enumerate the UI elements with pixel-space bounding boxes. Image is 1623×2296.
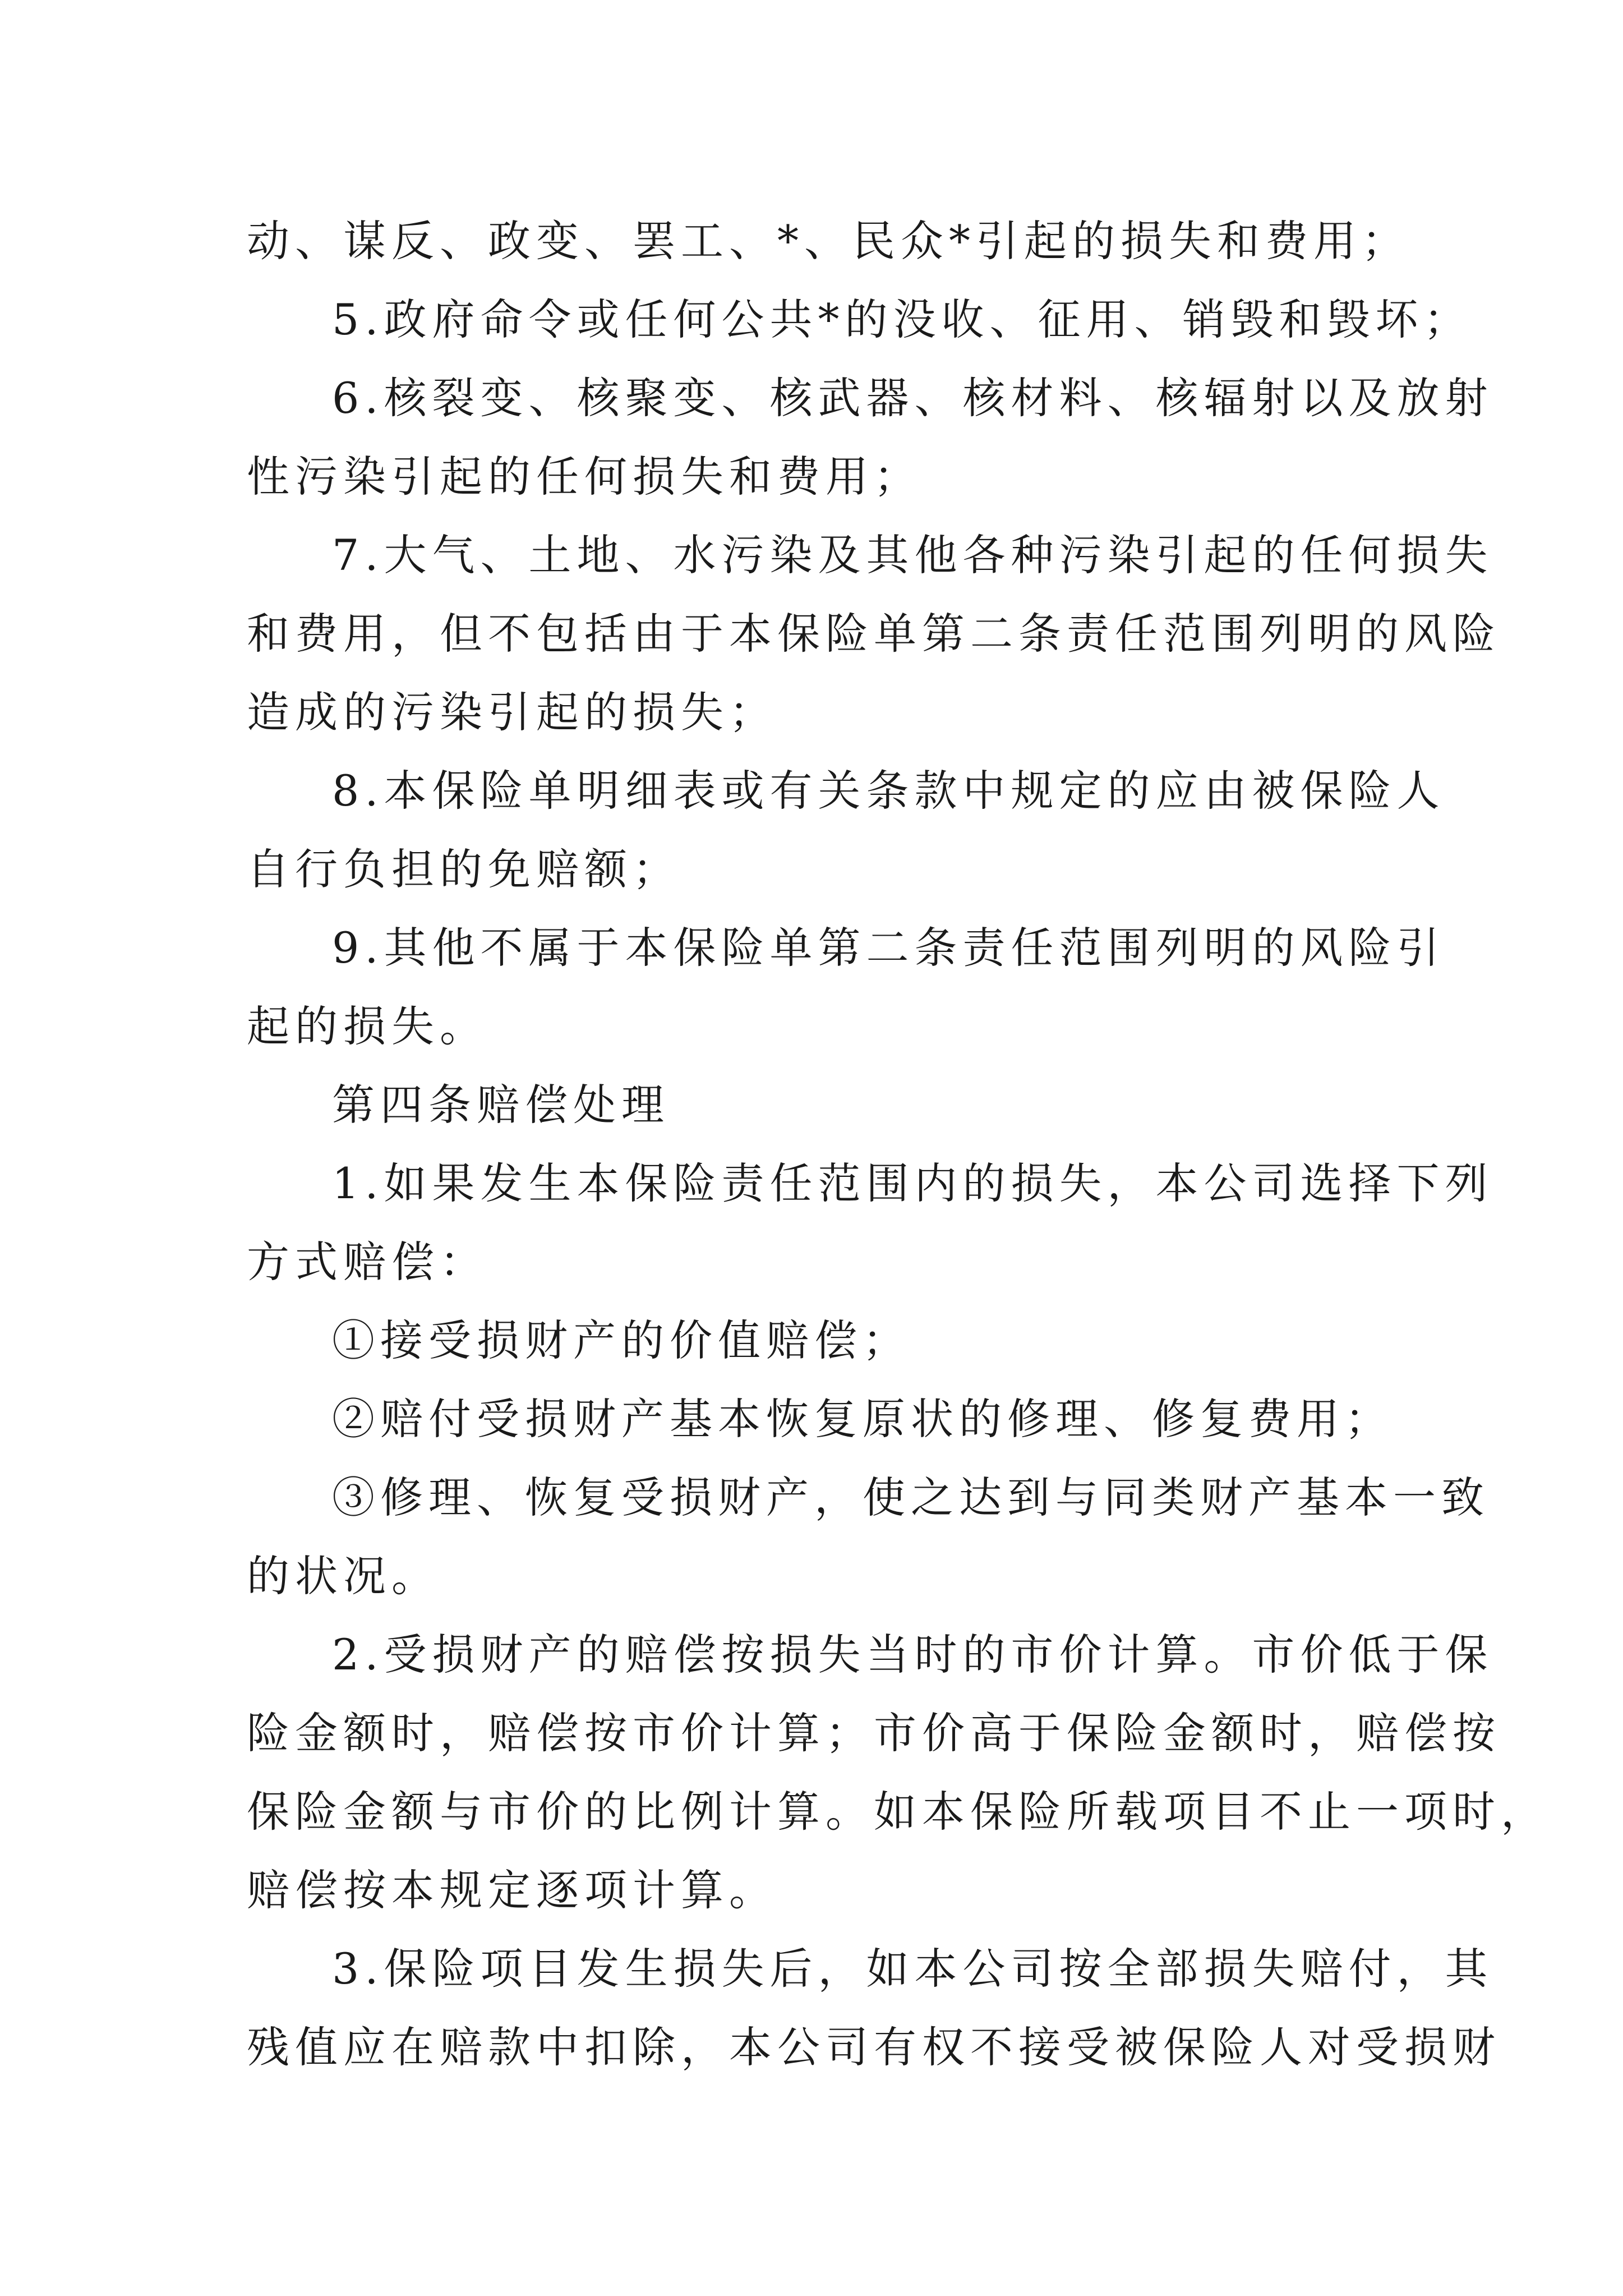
text-line: 1.如果发生本保险责任范围内的损失，本公司选择下列	[332, 1158, 1493, 1208]
text-line: 方式赔偿：	[247, 1237, 488, 1287]
text-line: ③修理、恢复受损财产，使之达到与同类财产基本一致	[332, 1473, 1490, 1522]
text-line: 性污染引起的任何损失和费用；	[247, 452, 922, 501]
text-line: 6.核裂变、核聚变、核武器、核材料、核辐射以及放射	[332, 373, 1493, 423]
text-line: 2.受损财产的赔偿按损失当时的市价计算。市价低于保	[332, 1630, 1493, 1680]
text-line: 的状况。	[247, 1551, 440, 1601]
text-line: 7.大气、土地、水污染及其他各种污染引起的任何损失	[332, 530, 1493, 580]
text-line: 起的损失。	[247, 1001, 488, 1051]
section-heading: 第四条赔偿处理	[332, 1080, 670, 1130]
text-line: 赔偿按本规定逐项计算。	[247, 1865, 777, 1915]
text-line: 9.其他不属于本保险单第二条责任范围列明的风险引	[332, 923, 1445, 973]
text-line: 和费用，但不包括由于本保险单第二条责任范围列明的风险	[247, 609, 1501, 659]
text-line: 3.保险项目发生损失后，如本公司按全部损失赔付，其	[332, 1944, 1493, 1994]
text-line: 5.政府命令或任何公共*的没收、征用、销毁和毁坏；	[332, 295, 1472, 344]
text-line: 造成的污染引起的损失；	[247, 687, 777, 737]
text-line: 自行负担的免赔额；	[247, 844, 681, 894]
text-line: 保险金额与市价的比例计算。如本保险所载项目不止一项时，	[247, 1787, 1549, 1837]
text-line: 残值应在赔款中扣除，本公司有权不接受被保险人对受损财	[247, 2022, 1501, 2072]
text-line: ①接受损财产的价值赔偿；	[332, 1315, 911, 1365]
text-line: 险金额时，赔偿按市价计算；市价高于保险金额时，赔偿按	[247, 1708, 1501, 1758]
text-line: 动、谋反、政变、罢工、*、民众*引起的损失和费用；	[247, 216, 1410, 266]
document-body	[247, 202, 1549, 2087]
text-line: 8.本保险单明细表或有关条款中规定的应由被保险人	[332, 766, 1445, 816]
text-line: ②赔付受损财产基本恢复原状的修理、修复费用；	[332, 1394, 1393, 1444]
